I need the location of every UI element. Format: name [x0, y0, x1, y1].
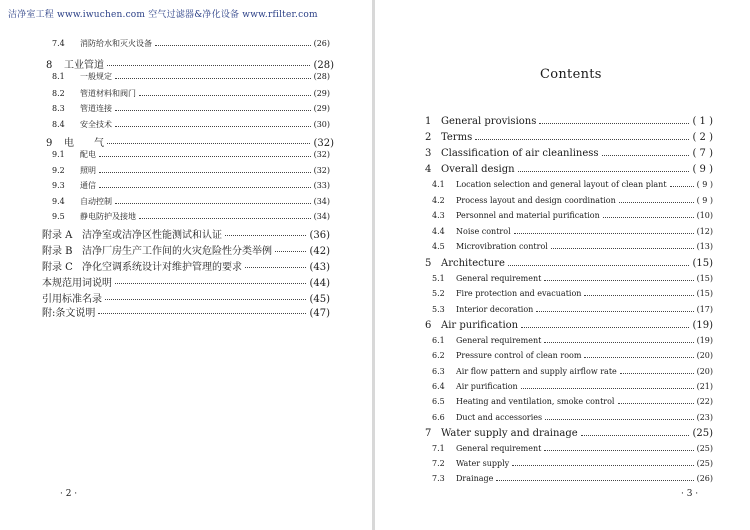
toc-entry-number: 8.4 [52, 120, 65, 129]
toc-entry-page: (32) [313, 150, 330, 159]
toc-leader-dots [115, 283, 306, 284]
toc-entry-number: 7.3 [432, 474, 445, 483]
toc-entry-page: ( 7 ) [692, 148, 713, 159]
toc-leader-dots [521, 327, 689, 328]
toc-entry-number: 9.5 [52, 212, 65, 221]
toc-entry-number: 6.2 [432, 351, 445, 360]
toc-entry-number: 附录 A [42, 230, 73, 241]
toc-leader-dots [139, 95, 311, 96]
toc-entry-number: 5.2 [432, 289, 445, 298]
toc-entry-number: 6 [425, 320, 432, 331]
toc-entry-page: ( 9 ) [696, 196, 713, 205]
toc-entry [52, 180, 330, 191]
toc-entry [42, 290, 330, 305]
toc-entry-page: (26) [313, 39, 330, 48]
toc-entry-title: Heating and ventilation, smoke control [456, 397, 615, 406]
toc-entry-title: Water supply and drainage [441, 428, 578, 439]
toc-leader-dots [99, 187, 311, 188]
toc-entry-page: (30) [313, 120, 330, 129]
toc-entry [425, 148, 713, 159]
toc-leader-dots [475, 139, 689, 140]
toc-leader-dots [584, 357, 693, 358]
toc-leader-dots [496, 480, 693, 481]
toc-entry [52, 103, 330, 114]
toc-entry-page: (10) [696, 211, 713, 220]
toc-entry-page: (29) [313, 104, 330, 113]
toc-leader-dots [521, 388, 694, 389]
toc-entry-title: Noise control [456, 227, 511, 236]
toc-entry [52, 211, 330, 222]
toc-leader-dots [139, 218, 311, 219]
toc-entry [425, 116, 713, 127]
toc-leader-dots [536, 311, 693, 312]
toc-leader-dots [581, 435, 690, 436]
toc-entry [425, 320, 713, 331]
toc-leader-dots [107, 143, 310, 144]
toc-leader-dots [602, 155, 690, 156]
toc-leader-dots [115, 126, 311, 127]
toc-leader-dots [551, 248, 694, 249]
toc-entry-title: Location selection and general layout of clean plant [456, 180, 667, 189]
toc-entry-number: 6.5 [432, 397, 445, 406]
toc-entry-number: 9.4 [52, 197, 65, 206]
toc-entry-number: 8.3 [52, 104, 65, 113]
toc-entry [425, 164, 713, 175]
toc-entry [42, 226, 330, 241]
toc-entry-page: (34) [313, 212, 330, 221]
toc-entry-number: 8.1 [52, 72, 65, 81]
toc-entry-page: (34) [313, 197, 330, 206]
toc-leader-dots [670, 186, 694, 187]
toc-entry-title: Personnel and material purification [456, 211, 600, 220]
toc-entry-number: 5 [425, 258, 432, 269]
toc-entry-number: 7.4 [52, 39, 65, 48]
toc-entry-number: 4.3 [432, 211, 445, 220]
toc-leader-dots [603, 217, 694, 218]
toc-entry-title: Process layout and design coordination [456, 196, 616, 205]
toc-entry-number: 9.3 [52, 181, 65, 190]
toc-entry-number: 6.1 [432, 336, 445, 345]
toc-leader-dots [508, 265, 690, 266]
toc-entry [432, 274, 713, 283]
toc-entry-page: (28) [313, 72, 330, 81]
toc-entry-number: 4.1 [432, 180, 445, 189]
toc-leader-dots [584, 295, 693, 296]
toc-entry [432, 474, 713, 483]
toc-entry-page: (15) [696, 289, 713, 298]
toc-entry-page: (26) [696, 474, 713, 483]
toc-entry [52, 38, 330, 49]
toc-entry-page: ( 9 ) [692, 164, 713, 175]
toc-entry-page: ( 2 ) [692, 132, 713, 143]
toc-entry-title: 本规范用词说明 [42, 278, 112, 289]
toc-leader-dots [155, 45, 311, 46]
toc-entry-page: (19) [692, 320, 713, 331]
toc-entry-number: 8 [46, 60, 53, 71]
toc-entry-page: (47) [309, 308, 330, 319]
toc-entry-page: (22) [696, 397, 713, 406]
toc-entry-title: General requirement [456, 336, 542, 345]
toc-entry-title: 净化空调系统设计对维护管理的要求 [82, 262, 242, 273]
toc-entry-page: (25) [692, 428, 713, 439]
toc-entry-title: Microvibration control [456, 242, 548, 251]
toc-entry-number: 6.3 [432, 367, 445, 376]
toc-entry-title: Architecture [441, 258, 505, 269]
toc-entry [432, 382, 713, 391]
toc-entry-page: (21) [696, 382, 713, 391]
toc-leader-dots [115, 78, 311, 79]
left-page-number: · 2 · [60, 489, 78, 499]
toc-entry-title: 附:条文说明 [42, 308, 96, 319]
toc-leader-dots [618, 403, 694, 404]
toc-entry [52, 88, 330, 99]
toc-entry [432, 289, 713, 298]
toc-entry-number: 9.1 [52, 150, 65, 159]
toc-entry [52, 196, 330, 207]
toc-entry-page: (12) [696, 227, 713, 236]
toc-leader-dots [115, 203, 311, 204]
toc-entry [432, 336, 713, 345]
toc-entry-number: 附录 B [42, 246, 73, 257]
toc-entry-page: (20) [696, 351, 713, 360]
toc-entry-title: 自动控制 [80, 197, 112, 206]
toc-leader-dots [619, 202, 694, 203]
toc-entry [46, 134, 334, 149]
toc-entry-number: 附录 C [42, 262, 73, 273]
toc-entry [42, 242, 330, 257]
toc-entry-title: 电 气 [64, 138, 104, 149]
toc-leader-dots [518, 171, 690, 172]
toc-entry-title: Overall design [441, 164, 515, 175]
toc-entry-title: 静电防护及接地 [80, 212, 136, 221]
toc-entry [42, 258, 330, 273]
toc-entry-page: (44) [309, 278, 330, 289]
toc-leader-dots [245, 267, 306, 268]
toc-entry-page: (20) [696, 367, 713, 376]
toc-entry-number: 9 [46, 138, 53, 149]
toc-entry [432, 305, 713, 314]
toc-entry [42, 304, 330, 319]
left-page [0, 0, 372, 530]
toc-entry [46, 56, 334, 71]
toc-entry-title: Drainage [456, 474, 494, 483]
toc-entry [52, 71, 330, 82]
toc-entry-number: 3 [425, 148, 432, 159]
toc-entry [432, 211, 713, 220]
toc-leader-dots [544, 280, 693, 281]
toc-leader-dots [539, 123, 689, 124]
toc-entry-number: 8.2 [52, 89, 65, 98]
toc-entry-title: 安全技术 [80, 120, 112, 129]
toc-entry-title: 一般规定 [80, 72, 112, 81]
toc-entry [432, 413, 713, 422]
toc-entry-title: Air purification [456, 382, 518, 391]
toc-entry-number: 4.5 [432, 242, 445, 251]
toc-entry-title: 管道材料和阀门 [80, 89, 136, 98]
toc-entry-number: 4 [425, 164, 432, 175]
toc-entry-page: (32) [313, 166, 330, 175]
toc-leader-dots [98, 313, 306, 314]
toc-entry-title: General provisions [441, 116, 537, 127]
toc-entry-page: (36) [309, 230, 330, 241]
toc-entry [432, 242, 713, 251]
toc-entry-title: Fire protection and evacuation [456, 289, 582, 298]
toc-entry-page: (15) [696, 274, 713, 283]
toc-entry [425, 132, 713, 143]
toc-entry-title: 配电 [80, 150, 96, 159]
toc-entry [432, 351, 713, 360]
toc-entry-page: (45) [309, 294, 330, 305]
toc-leader-dots [99, 156, 311, 157]
toc-entry-title: 照明 [80, 166, 96, 175]
page-header-watermark: 洁净室工程 www.iwuchen.com 空气过滤器&净化设备 www.rfilter.com [8, 10, 318, 20]
toc-entry-page: (25) [696, 444, 713, 453]
toc-leader-dots [99, 172, 311, 173]
toc-entry-page: (17) [696, 305, 713, 314]
toc-entry-title: 洁净室或洁净区性能测试和认证 [82, 230, 222, 241]
toc-entry-page: (15) [692, 258, 713, 269]
toc-entry-number: 2 [425, 132, 432, 143]
toc-entry [52, 149, 330, 160]
toc-entry [432, 180, 713, 189]
toc-entry-title: General requirement [456, 274, 542, 283]
toc-entry-number: 1 [425, 116, 432, 127]
toc-entry [425, 258, 713, 269]
toc-entry-number: 5.1 [432, 274, 445, 283]
toc-entry-title: 管道连接 [80, 104, 112, 113]
toc-entry [42, 274, 330, 289]
toc-entry [432, 227, 713, 236]
toc-entry-title: Air flow pattern and supply airflow rate [456, 367, 617, 376]
toc-leader-dots [514, 233, 694, 234]
right-page-number: · 3 · [681, 489, 699, 499]
toc-entry-page: (33) [313, 181, 330, 190]
toc-leader-dots [115, 110, 311, 111]
toc-leader-dots [107, 65, 310, 66]
toc-entry-number: 7 [425, 428, 432, 439]
toc-entry-page: (29) [313, 89, 330, 98]
contents-title: Contents [540, 67, 602, 82]
toc-entry-title: 通信 [80, 181, 96, 190]
toc-entry-page: (43) [309, 262, 330, 273]
toc-entry-title: Pressure control of clean room [456, 351, 582, 360]
toc-entry [432, 444, 713, 453]
toc-entry-page: (28) [313, 60, 334, 71]
toc-entry-page: (32) [313, 138, 334, 149]
toc-entry [432, 459, 713, 468]
toc-entry-number: 6.4 [432, 382, 445, 391]
toc-entry-page: (42) [309, 246, 330, 257]
toc-entry-title: Interior decoration [456, 305, 534, 314]
toc-leader-dots [545, 419, 693, 420]
toc-entry-page: (19) [696, 336, 713, 345]
toc-entry [432, 397, 713, 406]
toc-entry-number: 7.2 [432, 459, 445, 468]
toc-leader-dots [544, 342, 693, 343]
toc-entry-title: 消防给水和灭火设备 [80, 39, 152, 48]
toc-leader-dots [275, 251, 306, 252]
toc-entry-title: Air purification [441, 320, 519, 331]
toc-entry-title: Classification of air cleanliness [441, 148, 599, 159]
toc-entry-number: 4.2 [432, 196, 445, 205]
toc-leader-dots [105, 299, 306, 300]
toc-entry-title: Duct and accessories [456, 413, 543, 422]
toc-entry [425, 428, 713, 439]
toc-entry [432, 367, 713, 376]
toc-entry [52, 165, 330, 176]
toc-entry-page: (25) [696, 459, 713, 468]
toc-leader-dots [512, 465, 693, 466]
toc-entry [52, 119, 330, 130]
toc-leader-dots [225, 235, 306, 236]
toc-entry-number: 6.6 [432, 413, 445, 422]
toc-entry-number: 7.1 [432, 444, 445, 453]
toc-entry-number: 4.4 [432, 227, 445, 236]
toc-entry-title: 洁净厂房生产工作间的火灾危险性分类举例 [82, 246, 272, 257]
toc-entry-number: 5.3 [432, 305, 445, 314]
toc-entry-title: 引用标准名录 [42, 294, 102, 305]
toc-entry-page: ( 9 ) [696, 180, 713, 189]
toc-entry-page: ( 1 ) [692, 116, 713, 127]
toc-entry-title: 工业管道 [64, 60, 104, 71]
toc-entry [432, 196, 713, 205]
toc-entry-title: Water supply [456, 459, 510, 468]
toc-entry-page: (23) [696, 413, 713, 422]
toc-entry-title: Terms [441, 132, 473, 143]
toc-leader-dots [620, 373, 694, 374]
toc-entry-title: General requirement [456, 444, 542, 453]
toc-entry-page: (13) [696, 242, 713, 251]
toc-entry-number: 9.2 [52, 166, 65, 175]
toc-leader-dots [544, 450, 693, 451]
